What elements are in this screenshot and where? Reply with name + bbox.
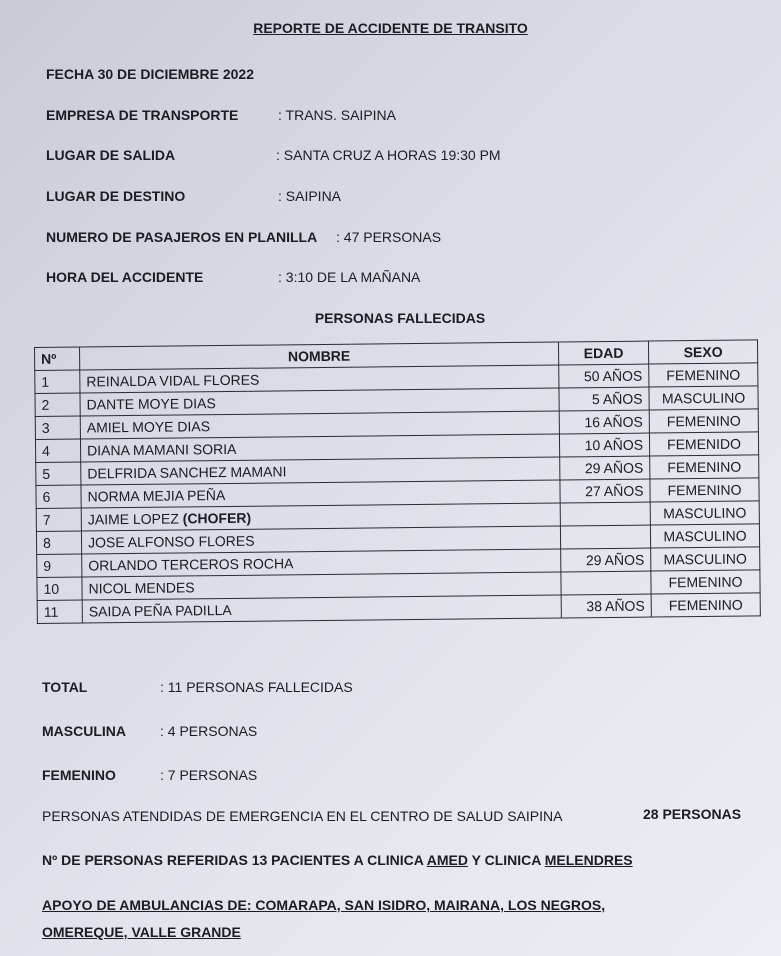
row-sex: FEMENINO — [649, 363, 758, 387]
apoyo-line-1: APOYO DE AMBULANCIAS DE: COMARAPA, SAN ISIDRO, MAIRANA, LOS NEGROS, — [42, 897, 606, 913]
row-sex: FEMENINO — [651, 570, 760, 594]
header-name: NOMBRE — [80, 342, 559, 370]
row-name: NORMA MEJIA PEÑA — [81, 480, 560, 508]
row-sex: FEMENINO — [650, 455, 759, 479]
field-value: : 47 PERSONAS — [336, 229, 442, 245]
summary-masculina: MASCULINA : 4 PERSONAS — [42, 723, 258, 739]
field-label: LUGAR DE SALIDA — [46, 147, 176, 163]
row-num: 10 — [37, 577, 82, 600]
referidas-line: Nº DE PERSONAS REFERIDAS 13 PACIENTES A CLINICA AMED Y CLINICA MELENDRES — [42, 852, 633, 868]
row-age: 38 AÑOS — [561, 594, 651, 618]
chofer-tag: (CHOFER) — [182, 509, 252, 527]
row-age: 29 AÑOS — [561, 548, 651, 572]
row-name: DIANA MAMANI SORIA — [80, 434, 559, 462]
field-value: : SAIPINA — [278, 188, 342, 204]
row-num: 8 — [36, 531, 81, 554]
report-title: REPORTE DE ACCIDENTE DE TRANSITO — [253, 20, 528, 36]
row-num: 2 — [35, 393, 80, 416]
row-name: JAIME LOPEZ (CHOFER) — [81, 503, 560, 531]
row-num: 4 — [35, 439, 80, 462]
row-age: 5 AÑOS — [559, 387, 649, 411]
field-value: : TRANS. SAIPINA — [278, 107, 396, 123]
row-age: 27 AÑOS — [560, 479, 650, 503]
row-sex: MASCULINO — [651, 547, 760, 571]
row-name: DANTE MOYE DIAS — [80, 388, 559, 416]
field-label: EMPRESA DE TRANSPORTE — [46, 107, 239, 123]
row-num: 1 — [35, 370, 80, 393]
apoyo-line-2: OMEREQUE, VALLE GRANDE — [42, 924, 241, 940]
field-salida — [46, 147, 501, 163]
row-name: REINALDA VIDAL FLORES — [80, 365, 559, 393]
field-empresa — [46, 107, 396, 123]
row-num: 9 — [37, 554, 82, 577]
row-num: 5 — [36, 462, 81, 485]
field-hora — [46, 269, 421, 285]
row-age: 10 AÑOS — [559, 433, 649, 457]
field-destino — [46, 188, 342, 204]
field-value: : SANTA CRUZ A HORAS 19:30 PM — [276, 147, 501, 163]
fallecidos-table — [34, 339, 761, 624]
row-name: ORLANDO TERCEROS ROCHA — [82, 549, 561, 577]
row-name: JOSE ALFONSO FLORES — [81, 526, 560, 554]
row-sex: MASCULINO — [650, 524, 759, 548]
emergencia-value: 28 PERSONAS — [643, 806, 742, 822]
row-sex: FEMENINO — [651, 593, 760, 617]
row-sex: MASCULINO — [650, 501, 759, 525]
header-num: Nº — [35, 347, 80, 370]
summary-total: TOTAL : 11 PERSONAS FALLECIDAS — [42, 679, 353, 695]
row-num: 6 — [36, 485, 81, 508]
row-sex: MASCULINO — [649, 386, 758, 410]
row-name: SAIDA PEÑA PADILLA — [82, 595, 561, 623]
row-age — [560, 502, 650, 526]
header-age: EDAD — [558, 341, 648, 365]
row-num: 3 — [35, 416, 80, 439]
row-num: 11 — [37, 600, 82, 623]
field-label: HORA DEL ACCIDENTE — [46, 269, 204, 285]
field-label: NUMERO DE PASAJEROS EN PLANILLA — [46, 229, 318, 245]
row-age: 29 AÑOS — [560, 456, 650, 480]
row-name: DELFRIDA SANCHEZ MAMANI — [81, 457, 560, 485]
section-title-fallecidas: PERSONAS FALLECIDAS — [314, 310, 486, 326]
row-age: 50 AÑOS — [559, 364, 649, 388]
row-num: 7 — [36, 508, 81, 531]
row-sex: FEMENIDO — [649, 432, 758, 456]
row-name: AMIEL MOYE DIAS — [80, 411, 559, 439]
emergencia-line: PERSONAS ATENDIDAS DE EMERGENCIA EN EL CENTRO DE SALUD SAIPINA — [42, 808, 563, 824]
row-sex: FEMENINO — [650, 478, 759, 502]
row-name: NICOL MENDES — [82, 572, 561, 600]
fecha-line: FECHA 30 DE DICIEMBRE 2022 — [46, 66, 254, 82]
header-sex: SEXO — [648, 340, 757, 364]
field-pasajeros — [46, 229, 442, 245]
summary-femenino: FEMENINO : 7 PERSONAS — [42, 767, 258, 783]
row-sex: FEMENINO — [649, 409, 758, 433]
row-age — [560, 525, 650, 549]
row-age: 16 AÑOS — [559, 410, 649, 434]
field-label: LUGAR DE DESTINO — [46, 188, 186, 204]
row-age — [561, 571, 651, 595]
field-value: : 3:10 DE LA MAÑANA — [278, 269, 421, 285]
